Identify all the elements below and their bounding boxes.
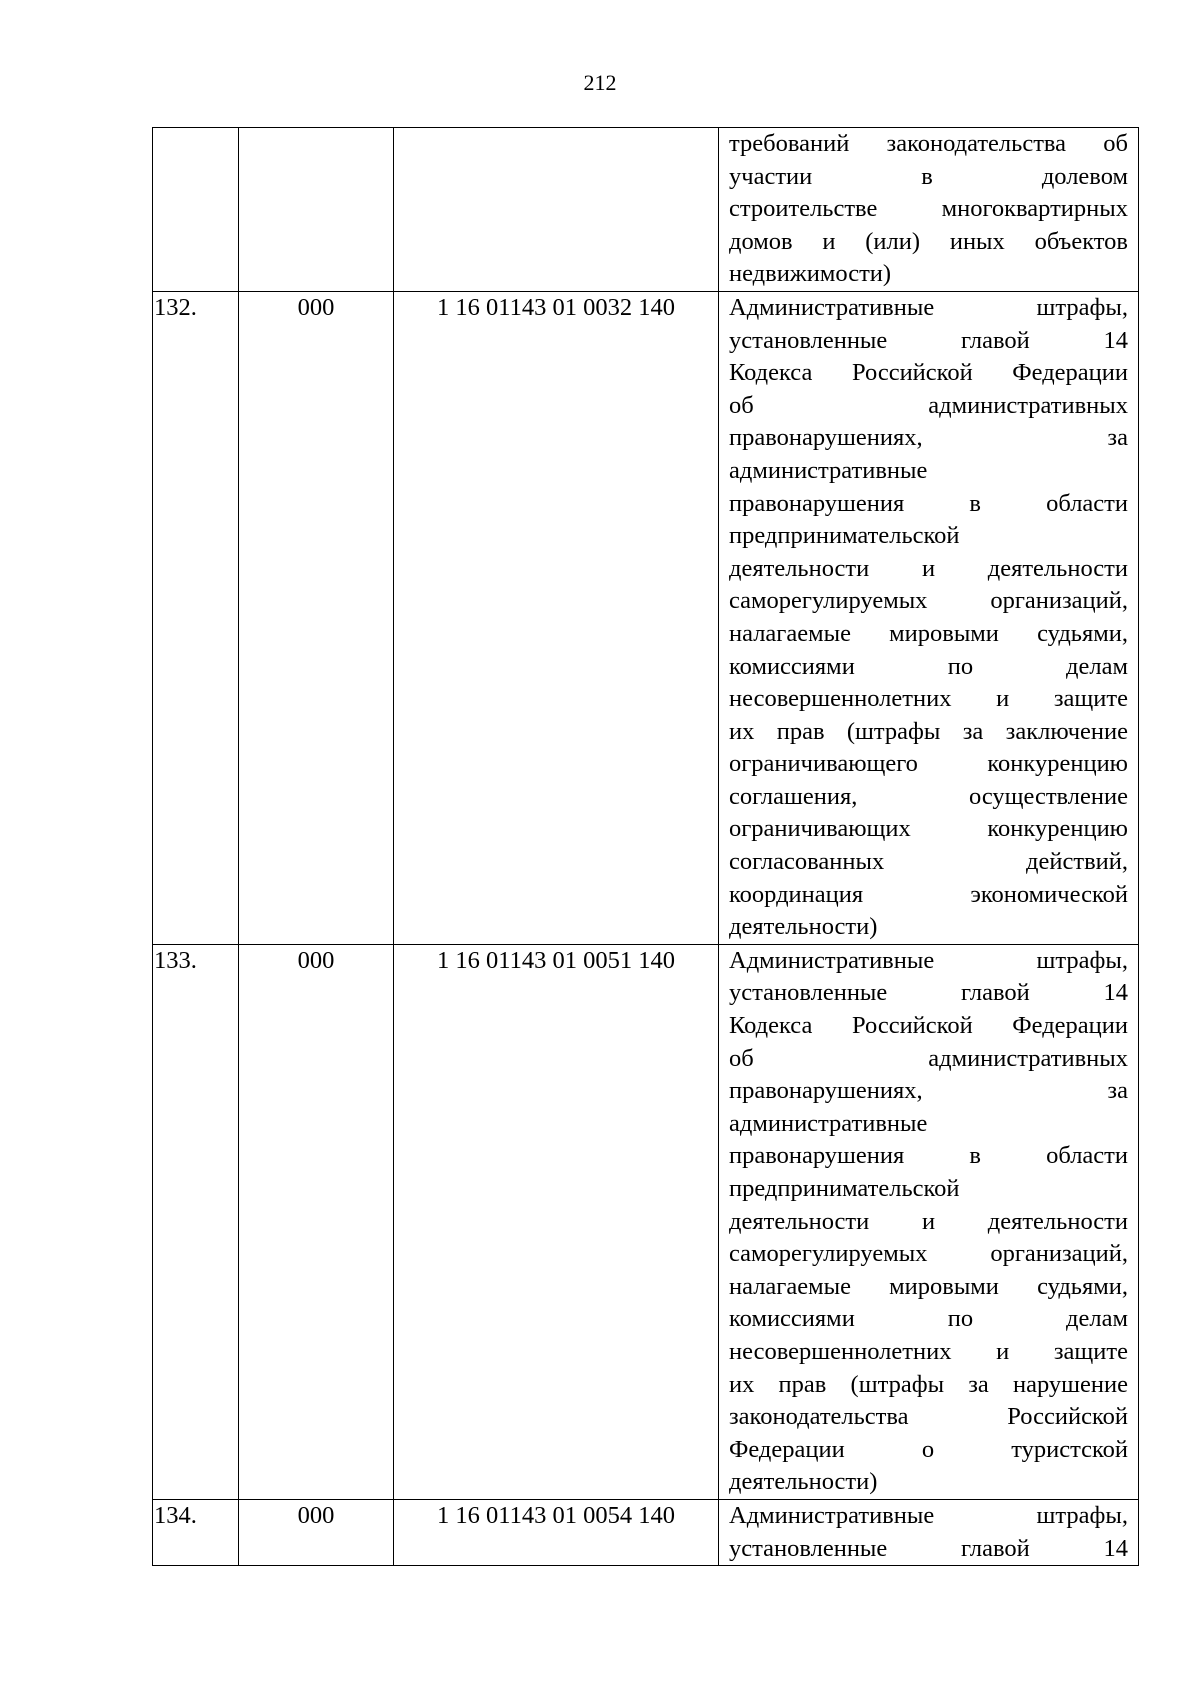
budget-code-cell: 1 16 01143 01 0054 140 [394, 1499, 719, 1565]
description-line: налагаемые мировыми судьями, [729, 619, 1128, 647]
description-line: деятельности) [729, 1468, 878, 1496]
description-line: правонарушения в области [729, 489, 1128, 517]
description-line: Административные штрафы, [729, 946, 1128, 974]
description-line: несовершеннолетних и защите [729, 1337, 1128, 1365]
description-line: Кодекса Российской Федерации [729, 1012, 1128, 1040]
description-line: установленные главой 14 [729, 1534, 1128, 1562]
description-line: законодательства Российской [729, 1403, 1128, 1431]
description-line: Федерации о туристской [729, 1435, 1128, 1463]
table-row [153, 1499, 1139, 1565]
admin-code-cell: 000 [239, 1499, 394, 1565]
description-line: об административных [729, 1044, 1128, 1072]
page-number: 212 [583, 70, 617, 95]
description-line: строительстве многоквартирных [729, 195, 1128, 223]
description-line: домов и (или) иных объектов [729, 227, 1128, 255]
description-line: Административные штрафы, [729, 1501, 1128, 1529]
description-line: предпринимательской [729, 1175, 960, 1202]
description-line: их прав (штрафы за нарушение [729, 1370, 1128, 1398]
admin-code-cell: 000 [239, 291, 394, 944]
admin-code-cell [239, 128, 394, 292]
description-line: Административные штрафы, [729, 293, 1128, 321]
table-row-continuation [153, 128, 1139, 292]
description-line: правонарушения в области [729, 1142, 1128, 1170]
description-line: несовершеннолетних и защите [729, 685, 1128, 713]
description-line: недвижимости) [729, 260, 892, 288]
description-line: деятельности и деятельности [729, 554, 1128, 582]
description-cell [719, 128, 1139, 292]
row-number-cell: 134. [153, 1499, 239, 1565]
description-line: административные [729, 456, 928, 484]
description-line: установленные главой 14 [729, 979, 1128, 1007]
budget-code-cell: 1 16 01143 01 0032 140 [394, 291, 719, 944]
budget-code-cell: 1 16 01143 01 0051 140 [394, 944, 719, 1499]
description-line: саморегулируемых организаций, [729, 587, 1128, 615]
description-line: об административных [729, 391, 1128, 419]
description-line: требований законодательства об [729, 130, 1128, 157]
description-line: комиссиями по делам [729, 652, 1128, 680]
admin-code-cell: 000 [239, 944, 394, 1499]
table-row [153, 944, 1139, 1499]
description-line: их прав (штрафы за заключение [729, 717, 1128, 745]
budget-code-cell [394, 128, 719, 292]
description-line: комиссиями по делам [729, 1305, 1128, 1333]
description-line: предпринимательской [729, 522, 960, 550]
description-line: ограничивающих конкуренцию [729, 815, 1128, 843]
description-cell [719, 291, 1139, 944]
description-line: ограничивающего конкуренцию [729, 750, 1128, 778]
description-line: деятельности) [729, 913, 878, 941]
row-number-cell: 132. [153, 291, 239, 944]
description-cell [719, 944, 1139, 1499]
description-line: установленные главой 14 [729, 326, 1128, 354]
description-line: административные [729, 1109, 928, 1137]
description-line: правонарушениях, за [729, 424, 1128, 452]
budget-codes-table [152, 127, 1139, 1566]
row-number-cell: 133. [153, 944, 239, 1499]
description-cell [719, 1499, 1139, 1565]
description-line: саморегулируемых организаций, [729, 1240, 1128, 1268]
description-line: деятельности и деятельности [729, 1207, 1128, 1235]
description-line: координация экономической [729, 880, 1128, 908]
row-number-cell [153, 128, 239, 292]
description-line: правонарушениях, за [729, 1077, 1128, 1105]
description-line: Кодекса Российской Федерации [729, 359, 1128, 387]
table-row [153, 291, 1139, 944]
description-line: участии в долевом [729, 162, 1128, 190]
description-line: налагаемые мировыми судьями, [729, 1272, 1128, 1300]
description-line: согласованных действий, [729, 848, 1128, 876]
description-line: соглашения, осуществление [729, 782, 1128, 810]
